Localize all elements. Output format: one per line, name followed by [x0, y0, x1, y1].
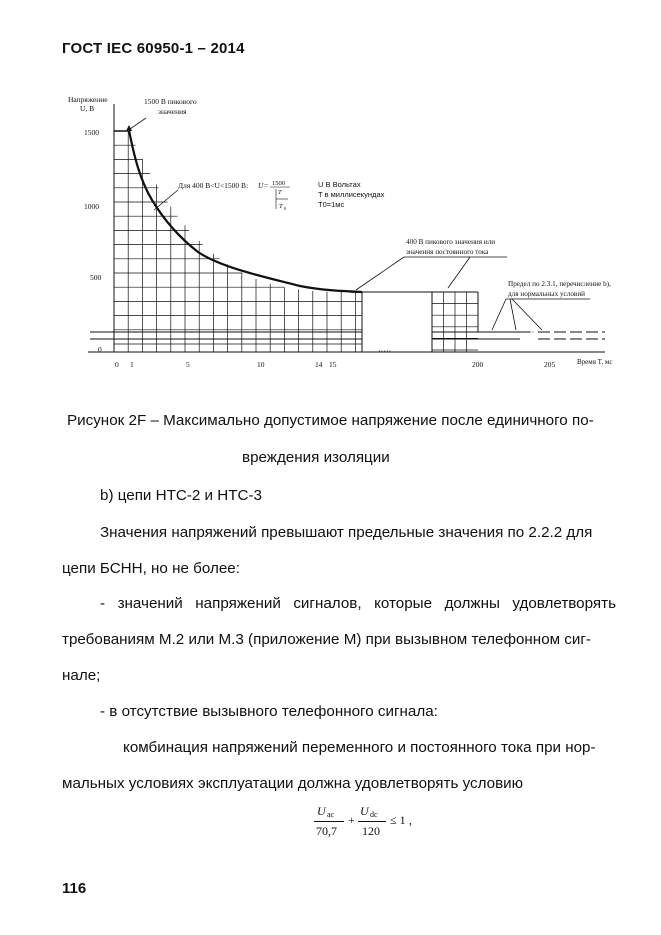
eq-plus: +: [348, 813, 355, 827]
break-dots-3: ·····: [521, 328, 535, 337]
x-tick-10: 10: [257, 360, 265, 369]
annotation-limit-leader-2: [510, 299, 516, 330]
x-axis-label: Время T, мс: [577, 358, 613, 366]
annotation-limit-leader-1: [492, 299, 506, 330]
annotation-peak-line1: 1500 В пикового: [144, 97, 197, 106]
voltage-decay-curve: [128, 130, 362, 292]
x-tick-14: 14: [315, 360, 323, 369]
x-tick-200: 200: [472, 360, 484, 369]
eq-relation: ≤ 1: [390, 813, 406, 827]
formula-u: U: [258, 181, 264, 190]
eq-denominator-2: 120: [362, 824, 380, 838]
y-axis-label-line1: Напряжение: [68, 95, 108, 104]
y-tick-1500: 1500: [84, 128, 99, 137]
eq-denominator-1: 70,7: [316, 824, 337, 838]
formula-t0-sub: 0: [284, 206, 287, 211]
formula-leader: [154, 190, 178, 210]
break-dots-2: ·····: [378, 347, 392, 356]
paragraph-1-line1: Значения напряжений превышают предельные значения по 2.2.2 для: [100, 524, 593, 541]
paragraph-2-line2: требованиям М.2 или М.3 (приложение М) при вызывном телефонном сиг-: [62, 631, 591, 648]
eq-fraction-bar-1: [314, 821, 344, 822]
annotation-limit-line1: Предел по 2.3.1, перечисление b),: [508, 280, 611, 288]
paragraph-1-line2: цепи БСНН, но не более:: [62, 560, 240, 577]
page-number: 116: [62, 880, 87, 897]
annotation-400-leader-left: [356, 257, 404, 290]
eq-u-ac-sub: ac: [327, 810, 335, 819]
legend-line1: U В Вольтах: [318, 180, 361, 189]
formula-t0: T: [279, 203, 283, 210]
eq-u-ac: U: [317, 804, 326, 818]
paragraph-2-line3: нале;: [62, 667, 101, 684]
y-tick-1000: 1000: [84, 202, 99, 211]
annotation-400-line1: 400 В пикового значения или: [406, 238, 496, 246]
legend-line2: T в миллисекундах: [318, 190, 385, 199]
annotation-peak-line2: значения: [158, 107, 187, 116]
eq-fraction-bar-2: [358, 821, 386, 822]
paragraph-4-line2: мальных условиях эксплуатации должна удовлетворять условию: [62, 775, 524, 792]
paragraph-2-line1: - значений напряжений сигналов, которые должны удовлетворять: [100, 595, 616, 612]
eq-u-dc: U: [360, 804, 369, 818]
eq-u-dc-sub: dc: [370, 810, 378, 819]
y-tick-0: 0: [98, 345, 102, 354]
formula-eq: =: [264, 181, 269, 190]
paragraph-3: - в отсутствие вызывного телефонного сигнала:: [100, 703, 438, 720]
formula-numerator: 1500: [272, 180, 285, 187]
annotation-peak-leader: [130, 118, 146, 129]
y-tick-500: 500: [90, 273, 102, 282]
annotation-400-line2: значения постоянного тока: [406, 248, 489, 256]
paragraph-4-line1: комбинация напряжений переменного и постоянного тока при нор-: [123, 739, 596, 756]
time-break-box-left: [362, 292, 432, 352]
eq-comma: ,: [409, 813, 412, 827]
annotation-limit-leader-3: [512, 299, 542, 330]
annotation-400-leader-right: [448, 257, 470, 288]
x-tick-1: 1: [130, 360, 134, 369]
legend-line3: T0=1мс: [318, 200, 345, 209]
x-tick-5: 5: [186, 360, 190, 369]
y-axis-label-line2: U, В: [80, 104, 95, 113]
annotation-limit-line2: для нормальных условий: [508, 290, 586, 298]
figure-caption-line1: Рисунок 2F – Максимально допустимое напряжение после единичного по-: [67, 412, 594, 429]
voltage-time-figure: [60, 92, 620, 377]
x-tick-205: 205: [544, 360, 556, 369]
item-b-heading: b) цепи НТС-2 и НТС-3: [100, 487, 262, 504]
figure-caption-line2: вреждения изоляции: [242, 449, 390, 466]
x-tick-15: 15: [329, 360, 337, 369]
formula-prefix: Для 400 В<U<1500 В:: [178, 181, 249, 190]
x-tick-0: 0: [115, 360, 119, 369]
document-header: ГОСТ IEC 60950-1 – 2014: [62, 40, 245, 57]
equation: [312, 802, 422, 842]
formula-t: T: [278, 189, 282, 196]
